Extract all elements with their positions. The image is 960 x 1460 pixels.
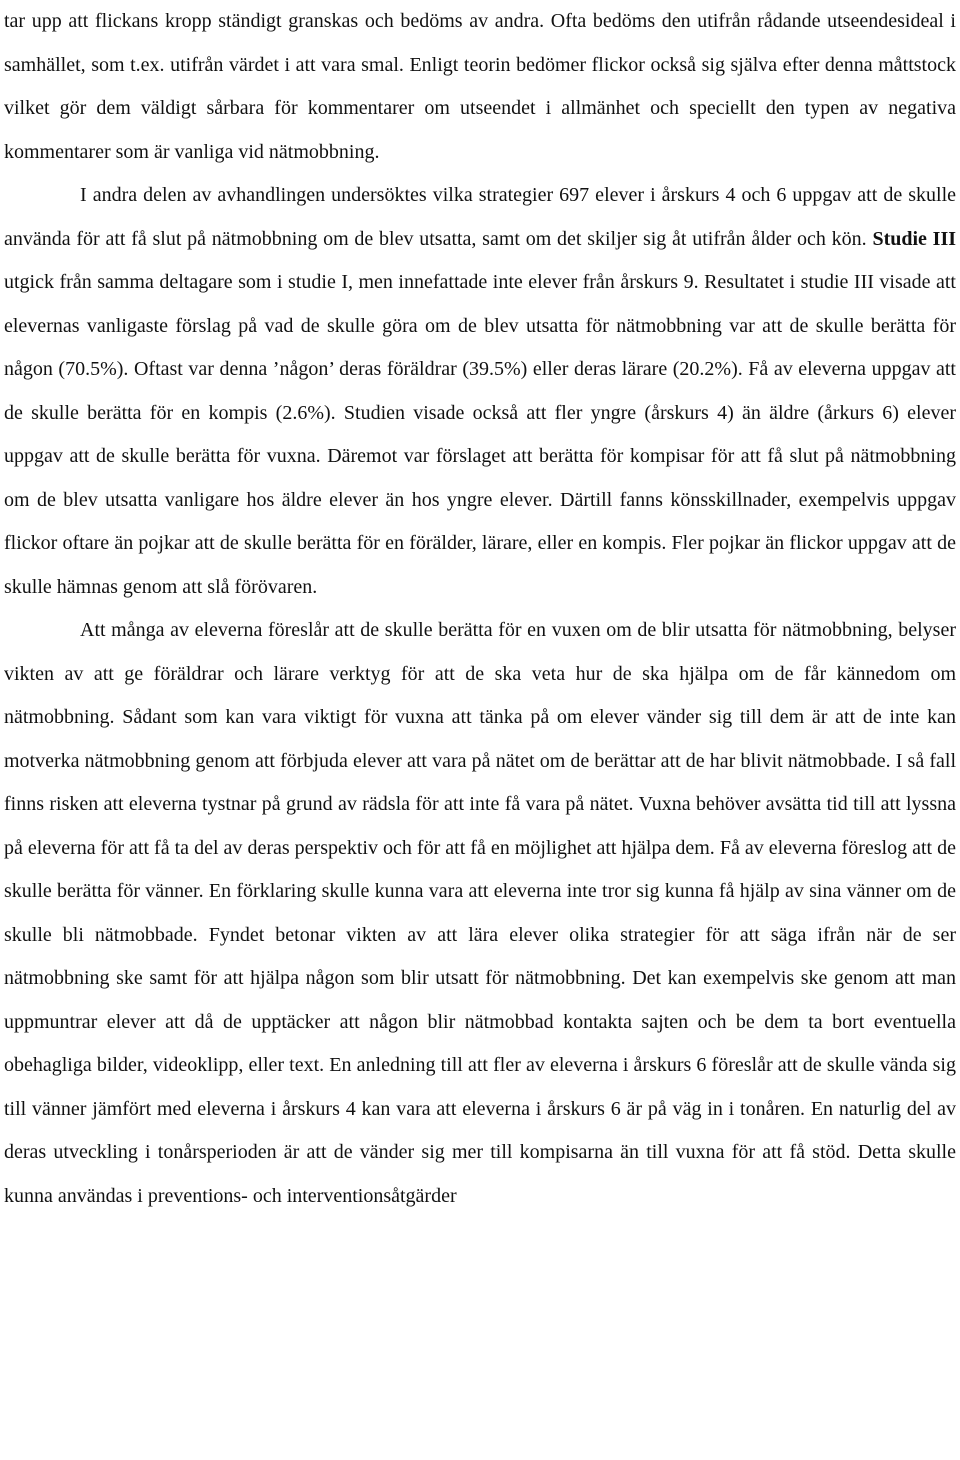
study-iii-label: Studie III [872, 227, 957, 250]
document-page [4, 0, 956, 1218]
paragraph-discussion: Att många av eleverna föreslår att de skulle berätta för en vuxen om de blir utsatta för nätmobbning, belyser vikten av att ge föräldrar och lärare verktyg för att de ska veta hur de ska hjälpa om de får kännedom om nätmobbning. Sådant som kan vara viktigt för vuxna att tänka på om elever vänder sig till dem är att de inte kan motverka nätmobbning genom att förbjuda elever att vara på nätet om de berättar att de har blivit nätmobbade. I så fall finns risken att eleverna tystnar på grund av rädsla för att inte få vara på nätet. Vuxna behöver avsätta tid till att lyssna på eleverna för att få ta del av deras perspektiv och för att få en möjlighet att hjälpa dem. Få av eleverna föreslog att de skulle berätta för vänner. En förklaring skulle kunna vara att eleverna inte tror sig kunna få hjälp av sina vänner om de skulle bli nätmobbade. Fyndet betonar vikten av att lära elever olika strategier för att säga ifrån när de ser nätmobbning ske samt för att hjälpa någon som blir utsatt för nätmobbning. Det kan exempelvis ske genom att man uppmuntrar elever att då de upptäcker att någon blir nätmobbad kontakta sajten och be dem ta bort eventuella obehagliga bilder, videoklipp, eller text. En anledning till att fler av eleverna i årskurs 6 föreslår att de skulle vända sig till vänner jämfört med eleverna i årskurs 4 kan vara att eleverna i årskurs 6 är på väg in i tonåren. En naturlig del av deras utveckling i tonårsperioden är att de vänder sig mer till kompisarna än till vuxna för att få stöd. Detta skulle kunna användas i preventions- och interventionsåtgärder [4, 619, 956, 1207]
paragraph-study-iii-body: utgick från samma deltagare som i studie I, men innefattade inte elever från årskurs 9. Resultatet i studie III visade att elevernas vanligaste förslag på vad de skulle göra om de blev utsatta för nätmobbning var att de skulle berätta för någon (70.5%). Oftast var denna ’någon’ deras föräldrar (39.5%) eller deras lärare (20.2%). Få av eleverna uppgav att de skulle berätta för en kompis (2.6%). Studien visade också att fler yngre (årskurs 4) än äldre (årkurs 6) elever uppgav att de skulle berätta för vuxna. Däremot var förslaget att berätta för kompisar för att få slut på nätmobbning om de blev utsatta vanligare hos äldre elever än hos yngre elever. Därtill fanns könsskillnader, exempelvis uppgav flickor oftare än pojkar att de skulle berätta för en förälder, lärare, eller en kompis. Fler pojkar än flickor uppgav att de skulle hämnas genom att slå förövaren. [4, 271, 956, 598]
paragraph-continued: tar upp att flickans kropp ständigt granskas och bedöms av andra. Ofta bedöms den utifrån rådande utseendesideal i samhället, som t.ex. utifrån värdet i att vara smal. Enligt teorin bedömer flickor också sig själva efter denna måttstock vilket gör dem väldigt sårbara för kommentarer om utseendet i allmänhet och speciellt den typen av negativa kommentarer som är vanliga vid nätmobbning. [4, 10, 956, 163]
paragraph-study-iii-intro: I andra delen av avhandlingen undersöktes vilka strategier 697 elever i årskurs 4 och 6 uppgav att de skulle använda för att få slut på nätmobbning om de blev utsatta, samt om det skiljer sig åt utifrån ålder och kön. [4, 184, 956, 250]
paragraph-study-iii [4, 174, 956, 609]
